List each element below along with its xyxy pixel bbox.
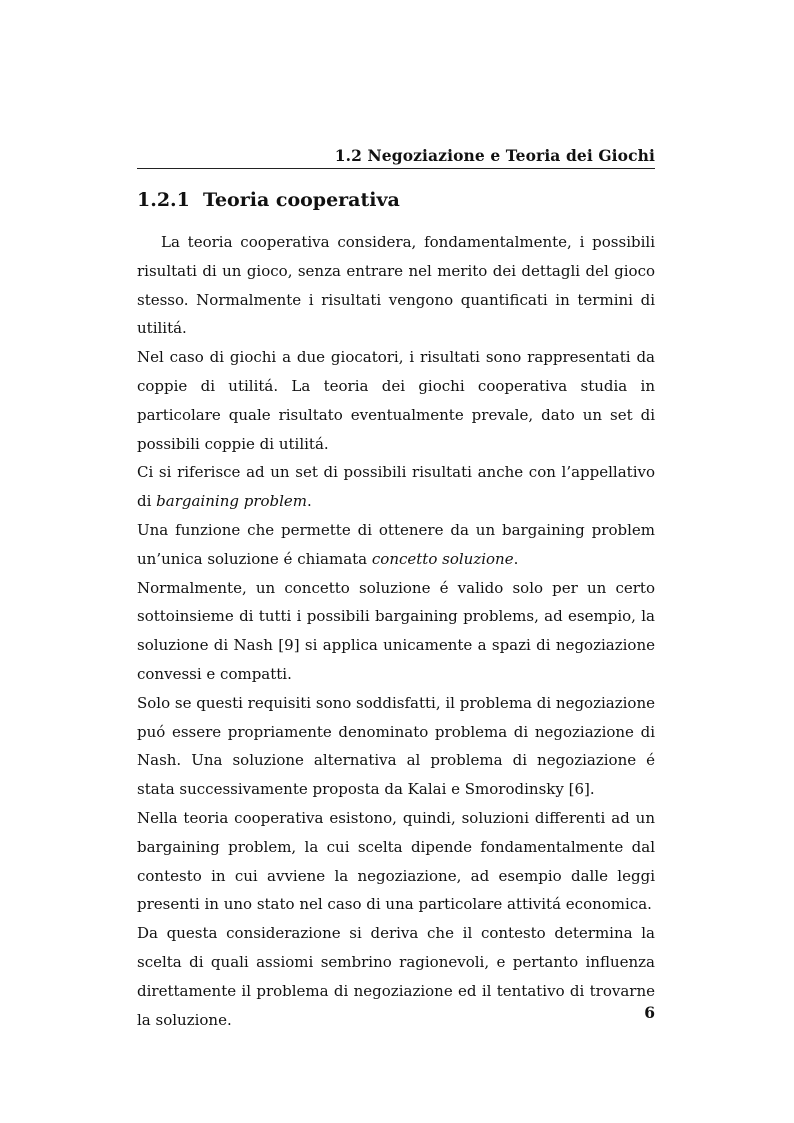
paragraph: Solo se questi requisiti sono soddisfatti, il problema di negoziazione puó essere propriamente denominato problema di negoziazione di Nash. Una soluzione alternativa al problema di negoziazione é stata successivamente proposta da Kalai e Smorodinsky [6]. <box>137 693 655 799</box>
section-title: Teoria cooperativa <box>203 189 400 211</box>
body-text <box>137 228 655 1034</box>
section-heading <box>137 189 655 211</box>
emphasized-term: bargaining problem <box>156 492 308 511</box>
running-header: 1.2 Negoziazione e Teoria dei Giochi <box>137 146 655 169</box>
section-number: 1.2.1 <box>137 189 190 211</box>
paragraph: Da questa considerazione si deriva che il contesto determina la scelta di quali assiomi sembrino ragionevoli, e pertanto influenza direttamente il problema di negoziazione ed il tentativo di trovarne la soluzione. <box>137 924 655 1029</box>
emphasized-term: concetto soluzione <box>371 549 514 568</box>
page-number: 6 <box>644 1003 655 1022</box>
paragraph: La teoria cooperativa considera, fondamentalmente, i possibili risultati di un gioco, senza entrare nel merito dei dettagli del gioco stesso. Normalmente i risultati vengono quantificati in termini di utilitá. <box>137 233 655 338</box>
paragraph: Nella teoria cooperativa esistono, quindi, soluzioni differenti ad un bargaining problem, la cui scelta dipende fondamentalmente dal contesto in cui avviene la negoziazione, ad esempio dalle leggi presenti in uno stato nel caso di una particolare attivitá economica. <box>137 808 655 914</box>
paragraph-text: Ci si riferisce ad un set di possibili risultati anche con l’appellativo di <box>137 463 655 511</box>
paragraph-text: . <box>513 549 519 568</box>
paragraph <box>137 458 655 516</box>
paragraph-text: Una funzione che permette di ottenere da un bargaining problem un’unica soluzione é chiamata <box>137 520 655 568</box>
paragraph <box>137 516 655 574</box>
paragraph: Normalmente, un concetto soluzione é valido solo per un certo sottoinsieme di tutti i possibili bargaining problems, ad esempio, la soluzione di Nash [9] si applica unicamente a spazi di negoziazione convessi e compatti. <box>137 578 655 683</box>
paragraph-text: . <box>307 492 312 511</box>
paragraph: Nel caso di giochi a due giocatori, i risultati sono rappresentati da coppie di utilitá. La teoria dei giochi cooperativa studia in particolare quale risultato eventualmente prevale, dato un set di possibili coppie di utilitá. <box>137 348 655 453</box>
